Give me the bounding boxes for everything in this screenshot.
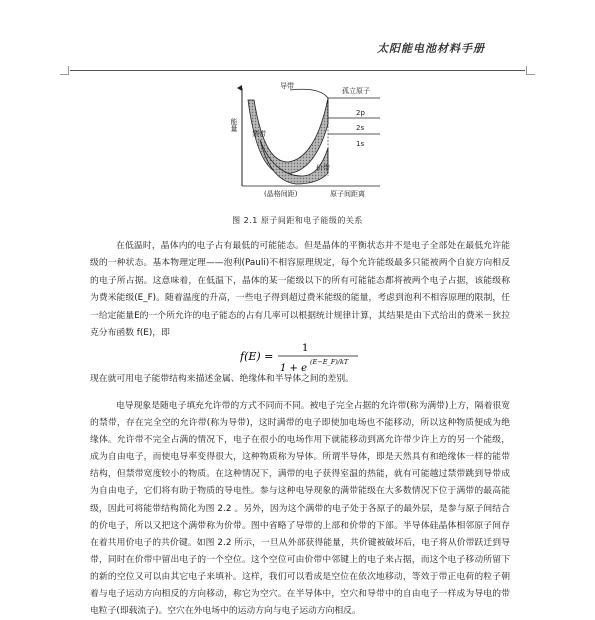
label-valence-band: 价带 <box>316 164 330 172</box>
energy-band-figure <box>230 78 385 203</box>
formula-exponent: (E−E_F)/kT <box>310 358 349 366</box>
crop-mark-left <box>60 66 69 75</box>
paragraph-conduction: 电导现象是随电子填充允许带的方式不同而不同。被电子完全占据的允许带(称为满带)上方，隔着很宽的禁带，存在完全空的允许带(称为导带)，这时满带的电子即使加电场也不能移动，所以这种物质便成为绝缘体。允许带不完全占满的情况下，电子在很小的电场作用下就能移动到离允许带少许上方的另一个能级，成为自由电子，而使电导率变得很大，这种物质称为导体。所谓半导体，即是天然具有和绝缘体一样的能带结构，但禁带宽度较小的物质。在这种情况下，满带的电子获得室温的热能，就有可能越过禁带跳到导带成为自由电子，它们将有助于物质的导电性。参与这种电导现象的满带能级在大多数情况下位于满带的最高能级，因此可将能带结构简化为图 2.2 。另外，因为这个满带的电子处于各原子的最外层，是参与原子间结合的价电子，所以又把这个满带称为价带。图中省略了导带的上部和价带的下部。半导体硅晶体相邻原子间存在着共用价电子的共价键。如图 2.2 所示，一旦从外部获得能量，共价键被破坏后，电子将从价带跃迁到导带，同时在价带中留出电子的一个空位。这个空位可由价带中邻键上的电子来占据，而这个电子移动所留下的新的空位又可以由其它电子来填补。这样，我们可以看成是空位在依次地移动，等效于带正电荷的粒子朝着与电子运动方向相反的方向移动，称它为空穴。在半导体中，空穴和导带中的自由电子一样成为导电的带电粒子(即载流子)。空穴在外电场中的运动方向与电子运动方向相反。 <box>90 401 510 617</box>
paragraph-fermi-level: 在低温时，晶体内的电子占有最低的可能能态。但是晶体的平衡状态并不是电子全部处在最低允许能级的一种状态。基本物理定理——泡利(Pauli)不相容原理规定，每个允许能级最多只能被两个自旋方向相反的电子所占据。这意味着，在低温下，晶体的某一能级以下的所有可能能态都将被两个电子占据，该能级称为费米能级(E_F)。随着温度的升高，一些电子得到超过费米能级的能量，考虑到泡利不相容原理的限制，任一给定能量E的一个所允许的电子能态的占有几率可以根据统计规律计算，其结果是由下式给出的费米－狄拉克分布函数 f(E)，即 <box>90 241 510 339</box>
label-level-2s: 2s <box>356 124 365 132</box>
running-header-title: 太阳能电池材料手册 <box>377 42 485 55</box>
label-atomic-spacing: 原子间距离 <box>330 190 365 198</box>
formula-lhs: f(E) = <box>240 350 274 363</box>
y-axis-label: 能量 <box>230 118 238 132</box>
paragraph-band-structure: 现在就可用电子能带结构来描述金属、绝缘体和半导体之间的差别。 <box>90 374 354 384</box>
label-level-2p: 2p <box>356 109 365 117</box>
label-lattice-spacing: (晶格间距) <box>264 190 298 198</box>
energy-band-diagram <box>230 78 385 203</box>
label-conduction-band: 导带 <box>280 82 294 90</box>
header-rule <box>70 70 525 71</box>
crop-mark-right <box>526 66 535 75</box>
formula-numerator: 1 <box>302 343 309 354</box>
label-forbidden-band: 禁带 <box>252 130 266 138</box>
figure-caption: 图 2.1 原子间距和电子能级的关系 <box>232 216 363 225</box>
formula-denominator: 1 + e <box>280 363 308 374</box>
label-level-1s: 1s <box>356 140 365 148</box>
label-isolated-atom: 孤立原子 <box>342 87 370 95</box>
